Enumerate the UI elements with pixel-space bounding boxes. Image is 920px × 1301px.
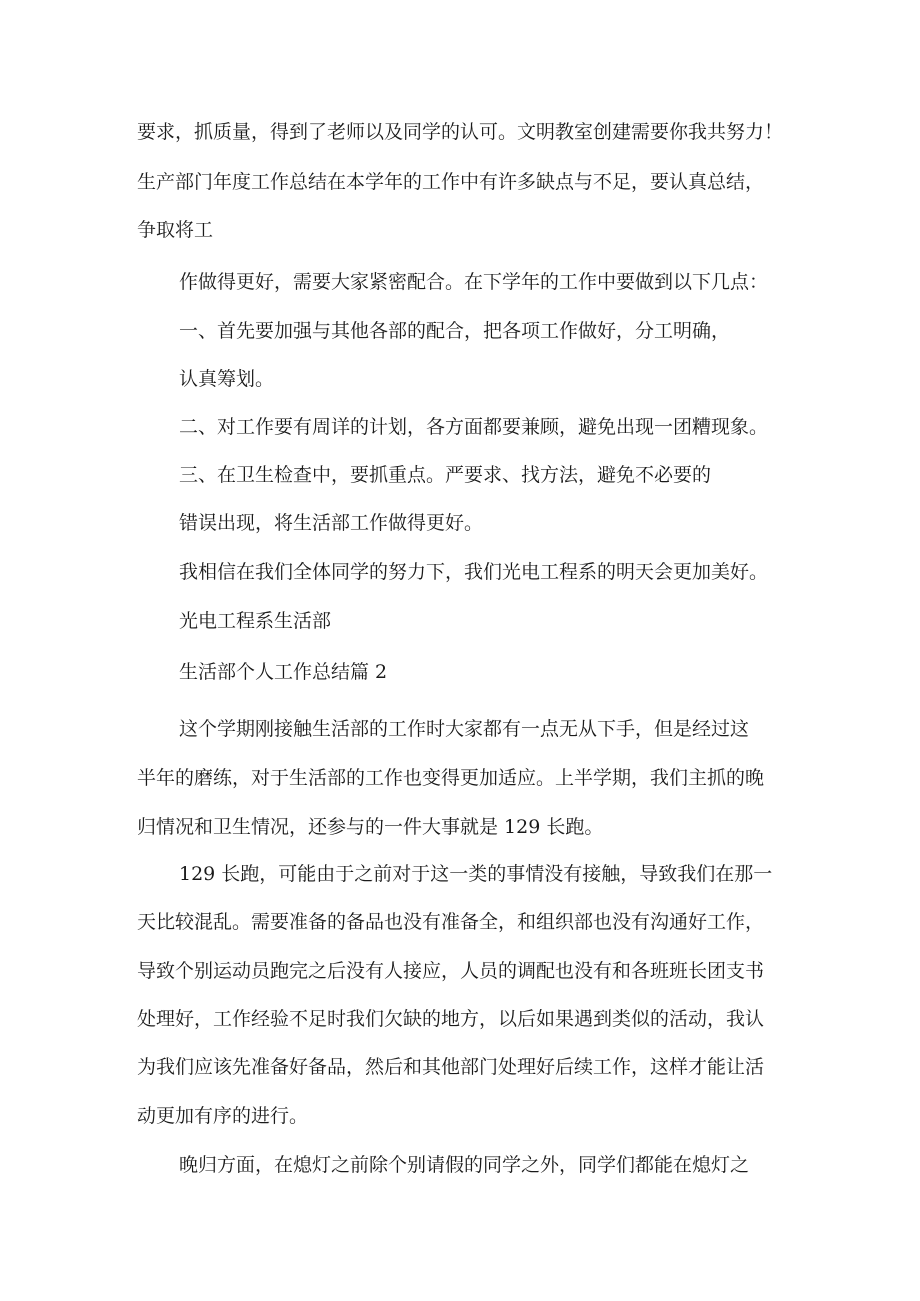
text-line: 我相信在我们全体同学的努力下，我们光电工程系的明天会更加美好。: [179, 561, 769, 583]
text-line: 为我们应该先准备好备品，然后和其他部门处理好后续工作，这样才能让活: [137, 1056, 765, 1078]
text-line: 动更加有序的进行。: [137, 1105, 309, 1127]
signature-line: 光电工程系生活部: [179, 610, 332, 632]
text-line: 争取将工: [137, 219, 214, 241]
text-line: 二、对工作要有周详的计划，各方面都要兼顾，避免出现一团糟现象。: [179, 416, 769, 438]
text-line: 认真筹划。: [179, 368, 275, 390]
text-line: 处理好，工作经验不足时我们欠缺的地方，以后如果遇到类似的活动，我认: [137, 1008, 765, 1030]
text-line: 错误出现，将生活部工作做得更好。: [179, 512, 484, 534]
text-line: 129 长跑，可能由于之前对于这一类的事情没有接触，导致我们在那一: [179, 863, 773, 885]
section-title: 生活部个人工作总结篇 2: [179, 661, 388, 683]
text-line: 归情况和卫生情况，还参与的一件大事就是 129 长跑。: [137, 816, 604, 838]
text-line: 作做得更好，需要大家紧密配合。在下学年的工作中要做到以下几点：: [179, 271, 769, 293]
text-line: 导致个别运动员跑完之后没有人接应，人员的调配也没有和各班班长团支书: [137, 960, 765, 982]
text-line: 一、首先要加强与其他各部的配合，把各项工作做好，分工明确，: [179, 320, 731, 342]
text-line: 晚归方面，在熄灯之前除个别请假的同学之外，同学们都能在熄灯之: [179, 1154, 750, 1176]
text-line: 要求，抓质量，得到了老师以及同学的认可。文明教室创建需要你我共努力！: [137, 121, 784, 143]
text-line: 天比较混乱。需要准备的备品也没有准备全，和组织部也没有沟通好工作，: [137, 911, 765, 933]
text-line: 三、在卫生检查中，要抓重点。严要求、找方法，避免不必要的: [179, 464, 712, 486]
text-line: 半年的磨练，对于生活部的工作也变得更加适应。上半学期，我们主抓的晚: [137, 767, 765, 789]
text-line: 生产部门年度工作总结在本学年的工作中有许多缺点与不足，要认真总结，: [137, 171, 765, 193]
text-line: 这个学期刚接触生活部的工作时大家都有一点无从下手，但是经过这: [179, 718, 750, 740]
